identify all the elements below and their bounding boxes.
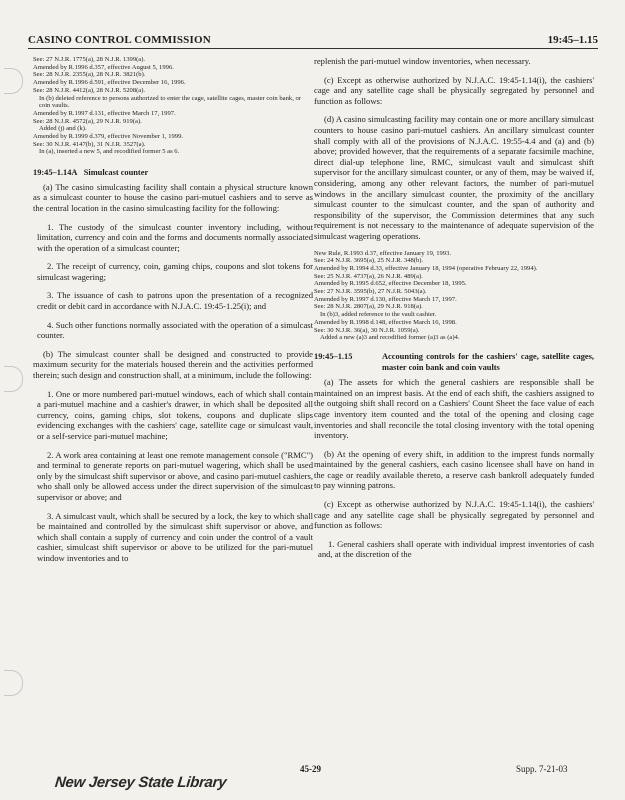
list-item: 2. A work area containing at least one remote management console ("RMC") and terminal to generate reports on pari-mutuel wagering, which shall be used only by the simulcast shift supervisor or above, and casino pari-mutuel cashiers, who shall only be allowed access under the direct supervision of the simulcast supervisor or above; and (37, 449, 313, 502)
punch-hole-mark (4, 366, 23, 392)
list-item: 1. The custody of the simulcast counter inventory including, without limitation, currency and coin and the forms and documents normally associated with the operation of a simulcast counter; (37, 221, 313, 253)
list-item: 2. The receipt of currency, coin, gaming chips, coupons and slot tokens for simulcast wagering; (37, 261, 313, 282)
history-note: Amended by R.1996 d.591, effective December 16, 1996. (33, 79, 186, 87)
section-title: Simulcast counter (83, 168, 149, 178)
page-number: 45-29 (300, 764, 321, 774)
history-note: In (a), inserted a new 5, and recodified former 5 as 6. (39, 148, 180, 156)
history-note: See: 30 N.J.R. 36(a), 30 N.J.R. 1059(a). (314, 326, 420, 334)
paragraph-b: (b) At the opening of every shift, in addition to the imprest funds normally maintained by the general cashiers, each casino licensee shall have on hand in the cage or readily available thereto, a reserve cash bankroll adequately funded to pay winning patrons. (314, 448, 594, 491)
list-item: 1. General cashiers shall operate with individual imprest inventories of cash and, at the discretion of the (318, 538, 594, 560)
continuation-text: replenish the pari-mutuel window inventories, when necessary. (314, 56, 531, 66)
history-note: Amended by R.1994 d.33, effective January 18, 1994 (operative February 22, 1994). (314, 264, 538, 272)
history-note: See: 28 N.J.R. 2355(a), 28 N.J.R. 3821(b). (33, 71, 146, 79)
list-item: 3. A simulcast vault, which shall be secured by a lock, the key to which shall be maintained and controlled by the simulcast shift supervisor or above, and which shall contain a supply of currency and coin under the control of a vault cashier, simulcast shift supervisor or above to be utilized for the pari-mutuel window inventories and to (37, 510, 313, 563)
list-item: 3. The issuance of cash to patrons upon the presentation of a recognized credit or debit card in accordance with N.J.A.C. 19:45-1.25(i); and (37, 290, 313, 312)
punch-hole-mark (4, 670, 23, 696)
section-number: 19:45–1.15 (314, 351, 353, 361)
header-section: 19:45–1.15 (547, 34, 598, 46)
history-note: In (b) deleted reference to persons authorized to enter the cage, satellite cages, master coin bank, or coin vaults. (39, 94, 301, 110)
history-note: Amended by R.1996 d.357, effective August 5, 1996. (33, 63, 174, 71)
paragraph-a: (a) The assets for which the general cashiers are responsible shall be maintained on an imprest basis. At the end of each shift, the cashiers assigned to the outgoing shift shall record on a Cashiers' Count Sheet the face value of each cage inventory item counted and the total of the opening and closing cage inventories and shall reconcile the total closing inventory with the total opening inventory. (314, 377, 594, 441)
paragraph-d: (d) A casino simulcasting facility may contain one or more ancillary simulcast counters to house casino pari-mutuel cashiers. An ancillary simulcast counter shall comply with all of the provisions of N.J.A.C. 19:55-4.4 and (a) and (b) above; provided however, that the requirements of a separate facsimile machine, direct dial-up telephone line, RMC, simulcast vault and simulcast shift supervisor for the ancillary simulcast counter, or any of them, may be waived if, considering, among any other relevant factors, the number of pari-mutuel windows in the ancillary simulcast counter, the proximity of the ancillary simulcast counter to the simulcast counter, and the span of authority and responsibility of the supervisor, the Commission determines that any such requirement is not necessary to the maintenance of adequate supervision of the simulcast wagering operations. (314, 114, 594, 241)
section-number: 19:45–1.14A (33, 168, 78, 178)
history-notes-block (33, 56, 313, 156)
history-note: In (b)3, added reference to the vault cashier. (320, 311, 437, 319)
history-note: See: 24 N.J.R. 3695(a), 25 N.J.R. 348(b). (314, 257, 424, 265)
right-column (314, 56, 594, 568)
list-item: 1. One or more numbered pari-mutuel windows, each of which shall contain a pari-mutuel machine and a cashier's drawer, in which shall be deposited all currency, coins, gaming chips, slot tokens, coupons and duplicate slips evidencing exchanges with the cashiers' cage, satellite cage or simulcast vault, or a self-service pari-mutuel machine; (37, 388, 313, 442)
history-notes-block (314, 250, 594, 342)
library-stamp: New Jersey State Library (54, 774, 228, 791)
section-title: Accounting controls for the cashiers' cage, satellite cages, master coin bank and coin vaults (382, 351, 594, 372)
running-header (28, 34, 598, 49)
history-note: Amended by R.1997 d.131, effective March 17, 1997. (33, 109, 176, 117)
history-note: Amended by R.1997 d.130, effective March 17, 1997. (314, 295, 457, 303)
history-note: New Rule, R.1993 d.37, effective January 19, 1993. (314, 249, 452, 257)
paragraph-c: (c) Except as otherwise authorized by N.J.A.C. 19:45-1.14(i), the cashiers' cage and any satellite cage shall be physically segregated by personnel and function as follows: (314, 74, 594, 106)
history-note: Added a new (a)3 and recodified former (a)3 as (a)4. (320, 334, 460, 342)
history-note: See: 28 N.J.R. 4572(a), 29 N.J.R. 919(a). (33, 117, 142, 125)
history-note: See: 28 N.J.R. 4412(a), 28 N.J.R. 5208(a). (33, 86, 146, 94)
history-note: See: 27 N.J.R. 3595(b), 27 N.J.R. 5043(a). (314, 288, 427, 296)
history-note: See: 30 N.J.R. 4147(b), 31 N.J.R. 3527(a). (33, 140, 146, 148)
paragraph-c: (c) Except as otherwise authorized by N.J.A.C. 19:45-1.14(i), the cashiers' cage and any satellite cage shall be physically segregated by personnel and function as follows: (314, 499, 594, 531)
paragraph-b: (b) The simulcast counter shall be designed and constructed to provide maximum security for the materials housed therein and the activities performed therein; such design and construction shall, at a minimum, include the following: (33, 348, 313, 381)
section-heading (314, 352, 594, 373)
supplement-date: Supp. 7-21-03 (516, 764, 568, 774)
history-note: Amended by R.1995 d.652, effective December 18, 1995. (314, 280, 467, 288)
history-note: Amended by R.1999 d.379, effective November 1, 1999. (33, 133, 184, 141)
history-note: Added (j) and (k). (39, 125, 87, 133)
list-item: 4. Such other functions normally associated with the operation of a simulcast counter. (37, 319, 313, 341)
left-column (33, 56, 313, 572)
history-note: Amended by R.1998 d.148, effective March 16, 1998. (314, 318, 457, 326)
paragraph-a: (a) The casino simulcasting facility shall contain a physical structure known as a simulcast counter to house the casino pari-mutuel cashiers and to serve as the central location in the casino simulcasting facility for the following: (33, 181, 313, 213)
history-note: See: 25 N.J.R. 4737(a), 26 N.J.R. 489(a). (314, 272, 423, 280)
punch-hole-mark (4, 68, 23, 94)
history-note: See: 28 N.J.R. 2807(a), 29 N.J.R. 918(a). (314, 303, 423, 311)
header-title: CASINO CONTROL COMMISSION (28, 34, 211, 46)
history-note: See: 27 N.J.R. 1775(a), 28 N.J.R. 1399(a). (33, 56, 146, 63)
section-heading (33, 168, 313, 179)
